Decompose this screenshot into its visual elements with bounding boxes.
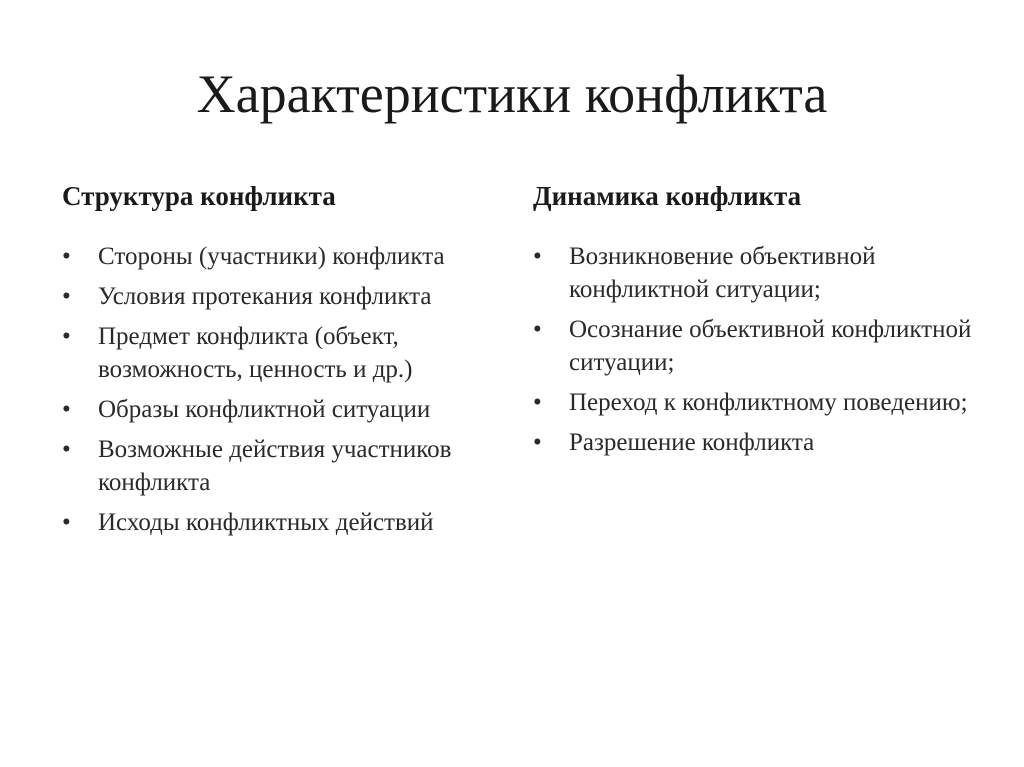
list-item-text: Возникновение объективной конфликтной ситуации; [569,243,876,303]
bullet-icon: • [62,509,71,536]
list-item-text: Разрешение конфликта [569,429,815,456]
list-item-text: Осознание объективной конфликтной ситуации; [569,316,972,376]
list-item-text: Предмет конфликта (объект, возможность, ценность и др.) [98,323,413,383]
bullet-icon: • [533,389,542,416]
list-item-text: Переход к конфликтному поведению; [569,389,968,416]
list-item [62,393,502,426]
bullet-icon: • [62,323,71,350]
list-item [62,506,502,539]
list-item-text: Возможные действия участников конфликта [98,436,452,496]
bullet-icon: • [533,429,542,456]
structure-heading: Структура конфликта [62,181,336,211]
structure-list [62,240,502,539]
dynamics-heading: Динамика конфликта [533,181,802,211]
list-item [533,313,993,379]
list-item-text: Условия протекания конфликта [98,283,432,310]
list-item [62,320,502,386]
list-item-text: Стороны (участники) конфликта [98,243,445,270]
list-item [533,426,993,459]
bullet-icon: • [533,243,542,270]
list-item-text: Исходы конфликтных действий [98,509,434,536]
bullet-icon: • [62,283,71,310]
bullet-icon: • [62,243,71,270]
structure-column [62,178,502,546]
list-item-text: Образы конфликтной ситуации [98,396,431,423]
list-item [533,240,993,306]
slide-title: Характеристики конфликта [196,64,828,124]
list-item [62,240,502,273]
dynamics-list [533,240,993,459]
dynamics-column [533,178,993,466]
bullet-icon: • [533,316,542,343]
list-item [62,433,502,499]
bullet-icon: • [62,396,71,423]
bullet-icon: • [62,436,71,463]
list-item [533,386,993,419]
list-item [62,280,502,313]
